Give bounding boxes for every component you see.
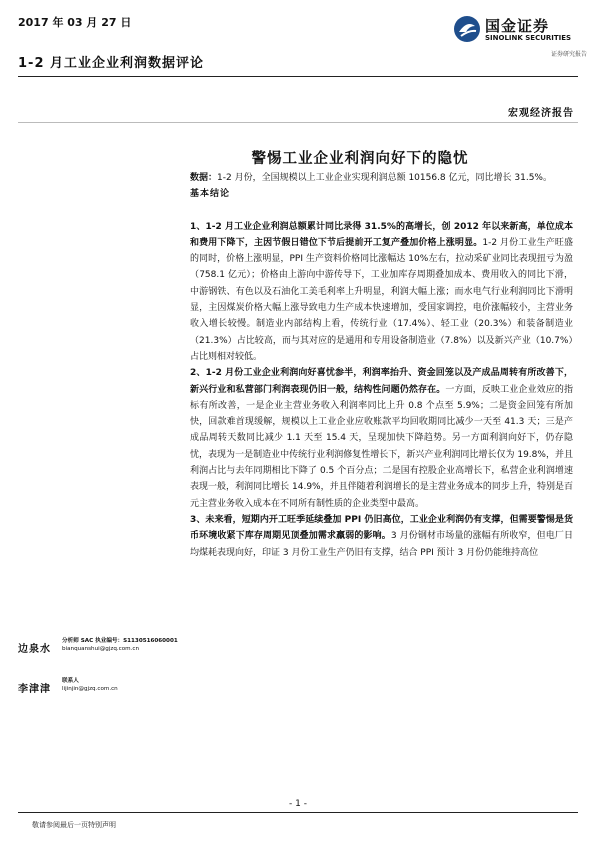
conclusion-2-highlight: 2、1-2 月份工业企业利润向好喜忧参半，利润率抬升、资金回笼以及产成品周转有所改善下，新兴行业和私营部门利润表现仍旧一般，结构性问题仍然存在。	[190, 368, 573, 395]
footer-divider	[18, 812, 578, 813]
header-divider	[18, 76, 578, 77]
page-number: - 1 -	[289, 799, 307, 809]
logo-cn-text: 国金证券	[485, 17, 550, 35]
conclusion-2-body: 一方面，反映工业企业效应的指标有所改善，一是企业主营业务收入利润率同比上升 0.8 个点至 5.9%；二是资金回笼有所加快，回款难首现缓解，规模以上工业企业应收账款平均回收期同比减少一天至 41.3 天；三是产成品周转天数同比减少 1.1 天至 15.4 天，呈现加快下降趋势。另一方面利润向好下，仍存隐忧，表现为一是制造业中传统行业利润修复性增长下，新兴产业利润同比增长仅为 19.8%，并且利润占比与去年同期相比下降了 0.5 个百分点；二是国有控股企业高增长下，私营企业利润增速表现一般，利润同比增长 14.9%，并且伴随着利润增长的是主营业务成本的同步上升，特别是百元主营业务收入成本在不同所有制性质的企业类型中最高。	[190, 384, 573, 509]
logo-sub-text: 证券研究报告	[550, 51, 587, 58]
conclusion-1-body: 1-2 月份工业生产旺盛的同时，价格上涨明显，PPI 生产资料价格同比涨幅达 10%左右，拉动采矿业同比表现扭亏为盈（758.1 亿元）；价格由上游向中游传导下，工业加库存周期叠加成本、费用收入的同比下滑，中游钢铁、有色以及石油化工美毛利率上升明显，利润大幅上涨；而水电气行业利润同比下滑明显，主因煤炭价格大幅上涨导致电力生产成本快速增加，受国家调控，电价涨幅较小，主营业务收入增长较慢。制造业内部结构上看，传统行业（17.4%）、轻工业（20.3%）和装备制造业（21.3%）占比较高，而与其对应的是通用和专用设备制造业（7.8%）以及新兴产业（10.7%）占比则相对较低。	[190, 237, 573, 362]
main-title: 警惕工业企业利润向好下的隐忧	[251, 151, 469, 167]
conclusion-paragraph-2	[190, 365, 573, 512]
analyst-email[interactable]: bianquanshui@gjzq.com.cn	[62, 646, 140, 652]
conclusion-1-highlight: 1、1-2 月工业企业利润总额累计同比录得 31.5%的高增长，创 2012 年以来新高，单位成本和费用下降下，主因节假日错位下节后提前开工复产叠加价格上涨明显。	[190, 221, 573, 248]
report-body	[190, 170, 573, 561]
conclusion-3-body: 3 月份钢材市场量的涨幅有所收窄，但电厂日均煤耗表现向好，印证 3 月份工业生产仍旧有支撑，结合 PPI 预计 3 月份仍能维持高位	[190, 531, 573, 558]
conclusion-3-highlight: 3、未来看，短期内开工旺季延续叠加 PPI 仍旧高位，工业企业利润仍有支撑，但需要警惕是货币环境收紧下库存周期见顶叠加需求羸弱的影响。	[190, 514, 573, 542]
logo-en-text: SINOLINK SECURITIES	[485, 34, 572, 42]
disclaimer-note: 敬请参阅最后一页特别声明	[32, 821, 116, 829]
report-date: 2017 年 03 月 27 日	[18, 16, 132, 29]
data-lead-text: 1-2 月份，全国规模以上工业企业实现利润总额 10156.8 亿元，同比增长 31.5%。	[217, 173, 552, 183]
report-category: 宏观经济报告	[508, 108, 574, 119]
conclusion-paragraph-1	[190, 219, 573, 366]
sinolink-logo	[452, 12, 587, 58]
analyst-list	[18, 636, 190, 716]
report-title: 1-2 月工业企业利润数据评论	[18, 56, 205, 71]
data-lead-label: 数据：	[190, 173, 218, 183]
analyst-role: 联系人	[62, 678, 79, 684]
conclusion-paragraph-3	[190, 512, 573, 561]
section-heading: 基本结论	[190, 189, 231, 200]
analyst-name: 边泉水	[18, 644, 51, 655]
analyst-entry	[18, 676, 190, 716]
analyst-email[interactable]: lijinjin@gjzq.com.cn	[62, 686, 118, 692]
analyst-role: 分析师 SAC 执业编号：S1130516060001	[62, 638, 178, 644]
sinolink-logo-icon	[452, 14, 482, 44]
category-divider	[18, 122, 578, 123]
analyst-name: 李津津	[18, 684, 51, 695]
data-lead	[190, 170, 573, 186]
analyst-entry	[18, 636, 190, 676]
